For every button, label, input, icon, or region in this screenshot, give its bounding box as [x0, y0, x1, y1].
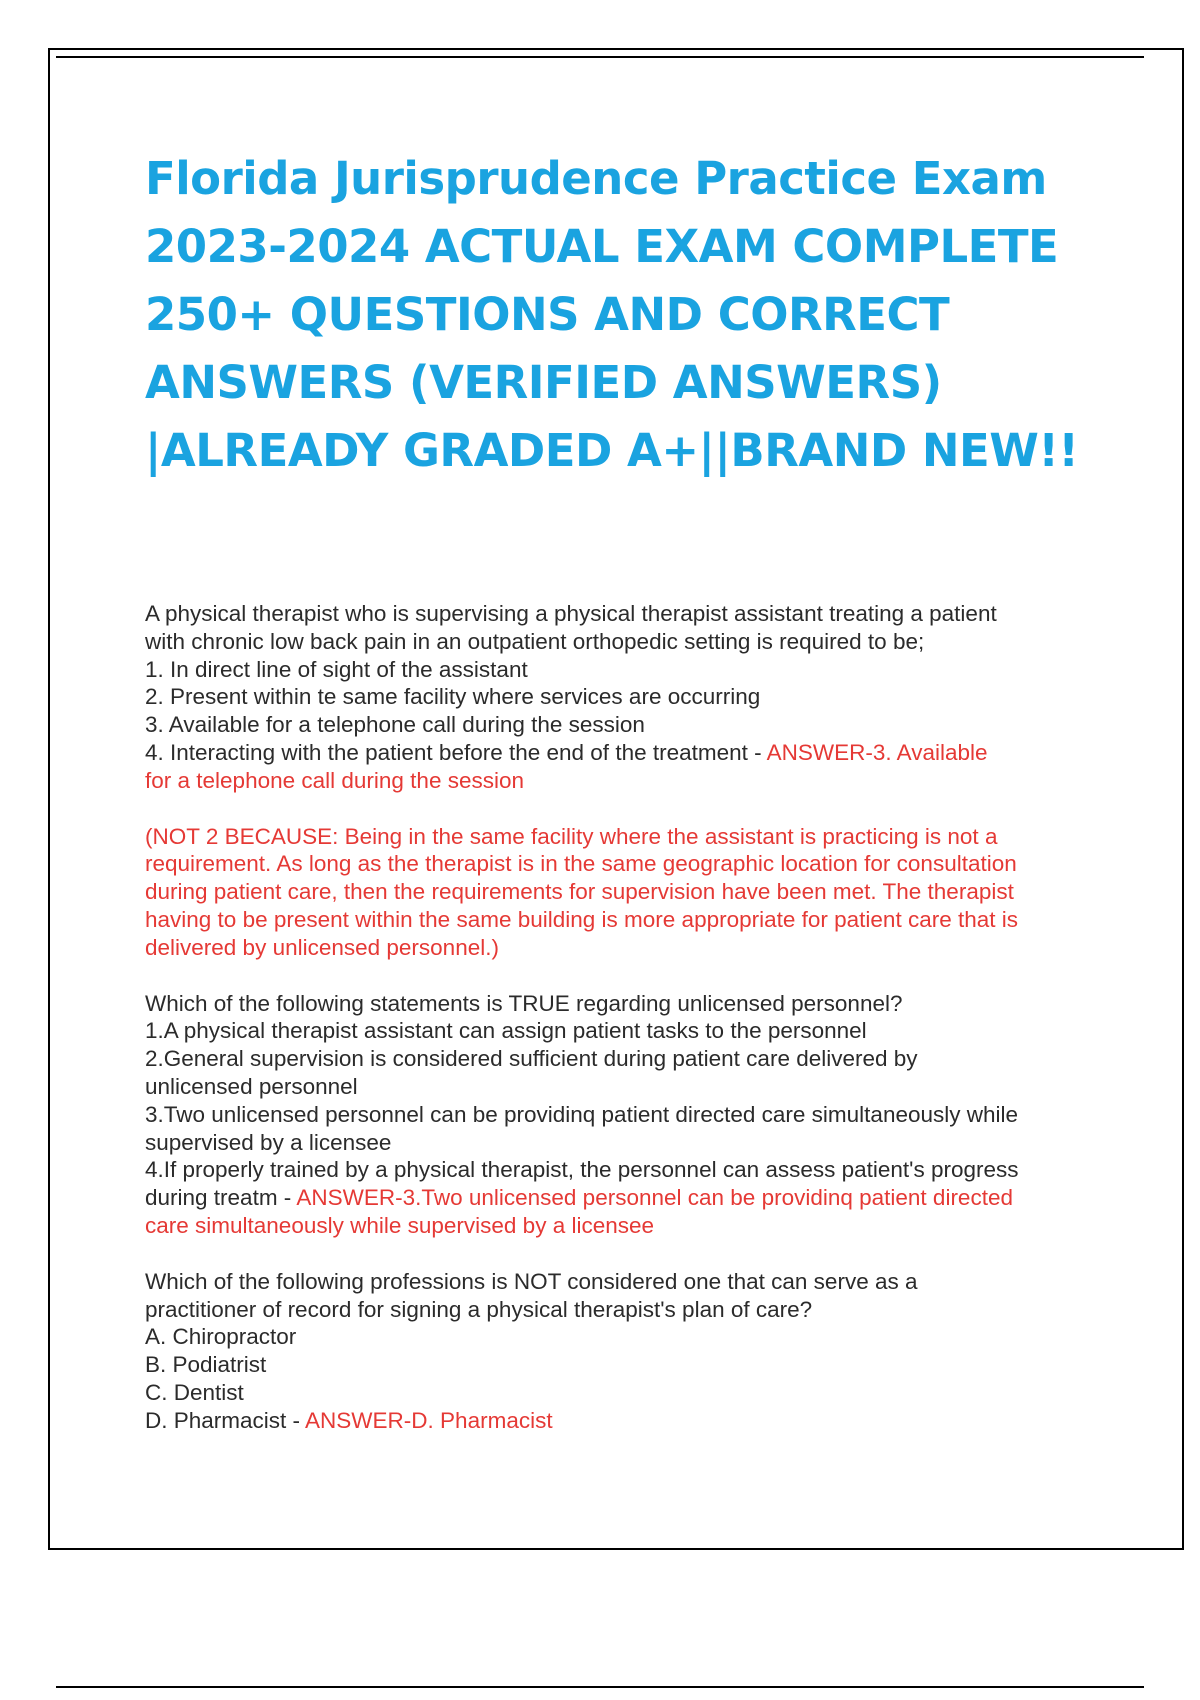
question-2 — [145, 990, 1095, 1240]
answer-text: ANSWER-D. Pharmacist — [305, 1407, 553, 1433]
title-line: 250+ QUESTIONS AND CORRECT — [145, 288, 950, 341]
answer-text: for a telephone call during the session — [145, 767, 524, 793]
option-line — [145, 739, 1095, 767]
option: 4. Interacting with the patient before the end of the treatment - — [145, 739, 767, 765]
option: 2.General supervision is considered sufficient during patient care delivered by — [145, 1046, 918, 1072]
document-title — [145, 145, 1145, 485]
option: D. Pharmacist - — [145, 1407, 306, 1433]
questions-body — [145, 600, 1095, 1463]
title-line: 2023-2024 ACTUAL EXAM COMPLETE — [145, 220, 1059, 273]
question-1 — [145, 600, 1095, 795]
option: B. Podiatrist — [145, 1352, 267, 1378]
question-stem: Which of the following statements is TRUE regarding unlicensed personnel? — [145, 990, 903, 1016]
option: 2. Present within te same facility where services are occurring — [145, 684, 761, 710]
title-line: Florida Jurisprudence Practice Exam — [145, 152, 1047, 205]
answer-text: ANSWER-3.Two unlicensed personnel can be providinq patient directed — [296, 1185, 1013, 1211]
top-rule — [56, 56, 1144, 58]
option: unlicensed personnel — [145, 1073, 358, 1099]
rationale-line: (NOT 2 BECAUSE: Being in the same facility where the assistant is practicing is not a — [145, 823, 998, 849]
option: C. Dentist — [145, 1379, 244, 1405]
option: 3. Available for a telephone call during the session — [145, 712, 645, 738]
answer-text: care simultaneously while supervised by a licensee — [145, 1212, 655, 1238]
option: 1. In direct line of sight of the assistant — [145, 656, 528, 682]
rationale-note — [145, 823, 1095, 962]
rationale-line: requirement. As long as the therapist is in the same geographic location for consultation — [145, 851, 1017, 877]
option: 4.If properly trained by a physical therapist, the personnel can assess patient's progress — [145, 1157, 1019, 1183]
rationale-line: having to be present within the same building is more appropriate for patient care that is — [145, 906, 1018, 932]
title-line: |ALREADY GRADED A+||BRAND NEW!! — [145, 424, 1079, 477]
option: A. Chiropractor — [145, 1324, 297, 1350]
option-line — [145, 1407, 1095, 1435]
question-stem: A physical therapist who is supervising a physical therapist assistant treating a patient — [145, 601, 997, 626]
question-stem: with chronic low back pain in an outpatient orthopedic setting is required to be; — [145, 628, 925, 654]
option-line — [145, 1184, 1095, 1212]
question-stem: practitioner of record for signing a physical therapist's plan of care? — [145, 1296, 813, 1322]
title-line: ANSWERS (VERIFIED ANSWERS) — [145, 356, 942, 409]
option: 1.A physical therapist assistant can assign patient tasks to the personnel — [145, 1018, 867, 1044]
option: during treatm - — [145, 1185, 297, 1211]
rationale-line: during patient care, then the requirements for supervision have been met. The therapist — [145, 879, 1014, 905]
option: 3.Two unlicensed personnel can be providinq patient directed care simultaneously while — [145, 1101, 1019, 1127]
question-stem: Which of the following professions is NOT considered one that can serve as a — [145, 1268, 918, 1294]
bottom-rule — [56, 1686, 1144, 1688]
option: supervised by a licensee — [145, 1129, 392, 1155]
answer-text: ANSWER-3. Available — [766, 739, 988, 765]
rationale-line: delivered by unlicensed personnel.) — [145, 934, 499, 960]
question-3 — [145, 1268, 1095, 1435]
